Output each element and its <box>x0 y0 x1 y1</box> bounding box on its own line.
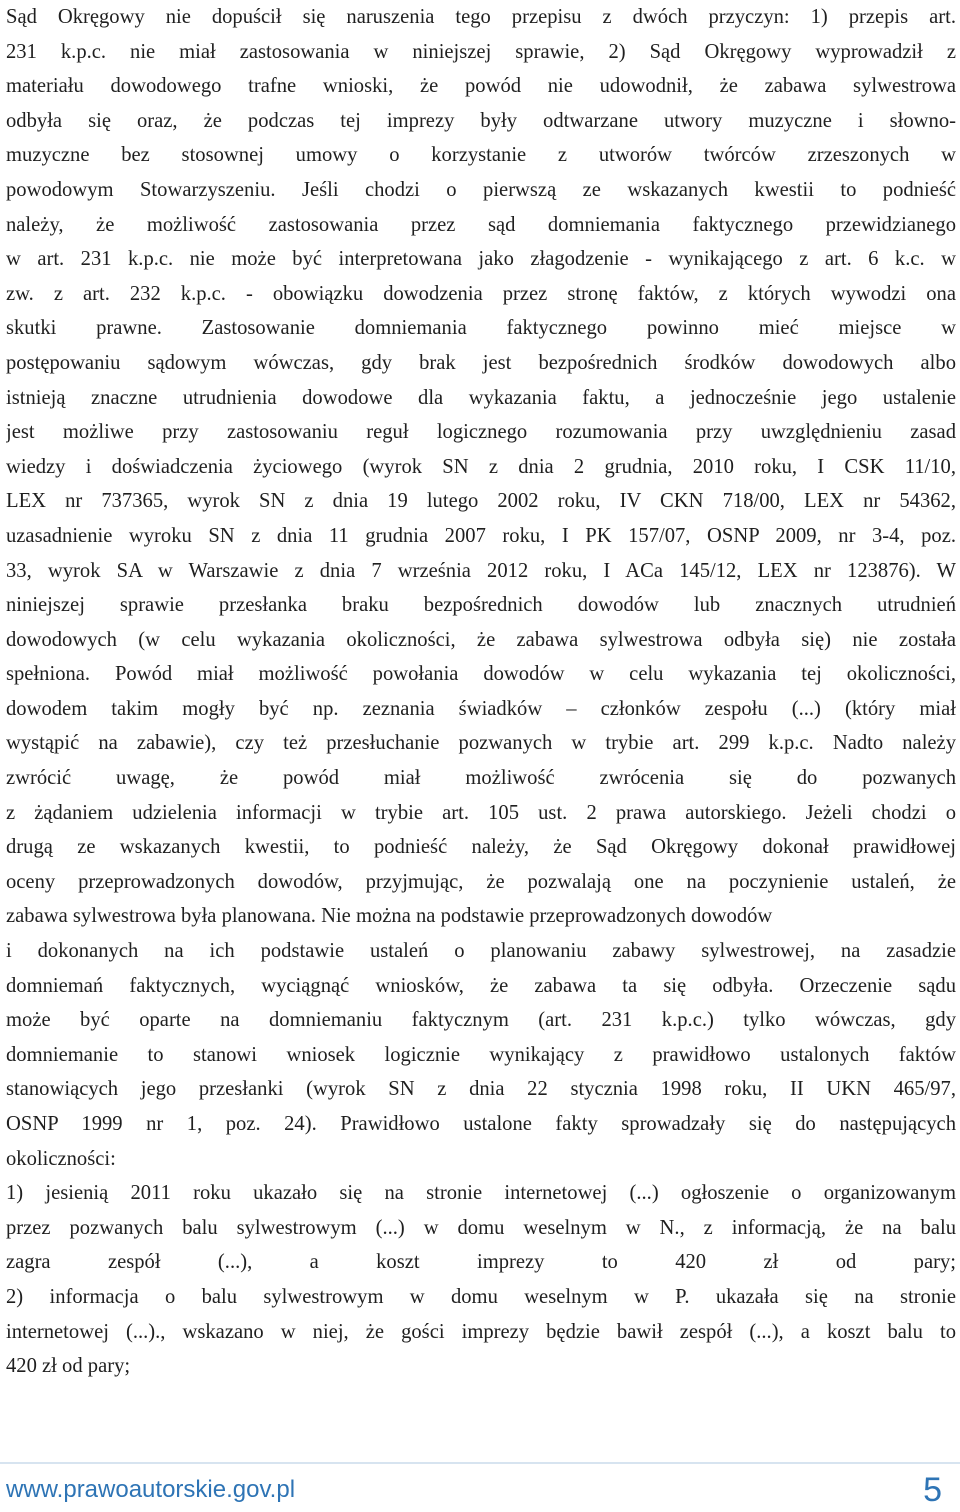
text-line: dowodowych (w celu wykazania okoliczności, że zabawa sylwestrowa odbyła się) nie została <box>6 628 956 651</box>
text-line: stanowiących jego przesłanki (wyrok SN z dnia 22 stycznia 1998 roku, II UKN 465/97, <box>6 1078 956 1101</box>
text-line: może być oparte na domniemaniu faktycznym (art. 231 k.p.c.) tylko wówczas, gdy <box>6 1009 956 1032</box>
text-line: drugą ze wskazanych kwestii, to podnieść należy, że Sąd Okręgowy dokonał prawidłowej <box>6 836 956 859</box>
text-line: w art. 231 k.p.c. nie może być interpretowana jako złagodzenie - wynikającego z art. 6 k.c. w <box>6 248 956 271</box>
text-line: i dokonanych na ich podstawie ustaleń o planowaniu zabawy sylwestrowej, na zasadzie <box>6 940 956 963</box>
text-line: LEX nr 737365, wyrok SN z dnia 19 lutego 2002 roku, IV CKN 718/00, LEX nr 54362, <box>6 490 956 513</box>
text-line: zwrócić uwagę, że powód miał możliwość zwrócenia się do pozwanych <box>6 767 956 790</box>
document-body <box>6 0 956 1384</box>
text-line: domniemanie to stanowi wniosek logicznie wynikający z prawidłowo ustalonych faktów <box>6 1043 956 1066</box>
text-line: materiału dowodowego trafne wnioski, że powód nie udowodnił, że zabawa sylwestrowa <box>6 75 956 98</box>
text-line: należy, że możliwość zastosowania przez sąd domniemania faktycznego przewidzianego <box>6 213 956 236</box>
text-line: istnieją znaczne utrudnienia dowodowe dla wykazania faktu, a jednocześnie jego ustalenie <box>6 386 956 409</box>
page-number: 5 <box>923 1471 942 1509</box>
text-line: muzyczne bez stosownej umowy o korzystanie z utworów twórców zrzeszonych w <box>6 144 956 167</box>
text-line: zagra zespół (...), a koszt imprezy to 420 zł od pary; <box>6 1251 956 1274</box>
text-line: zabawa sylwestrowa była planowana. Nie można na podstawie przeprowadzonych dowodów <box>6 905 773 928</box>
text-line: oceny przeprowadzonych dowodów, przyjmując, że pozwalają one na poczynienie ustaleń, że <box>6 870 956 893</box>
text-line: niniejszej sprawie przesłanka braku bezpośrednich dowodów lub znacznych utrudnień <box>6 594 956 617</box>
text-line: z żądaniem udzielenia informacji w trybie art. 105 ust. 2 prawa autorskiego. Jeżeli chodzi o <box>6 801 956 824</box>
text-line: spełniona. Powód miał możliwość powołania dowodów w celu wykazania tej okoliczności, <box>6 663 956 686</box>
text-line: 2) informacja o balu sylwestrowym w domu weselnym w P. ukazała się na stronie <box>6 1285 956 1308</box>
text-line: postępowaniu sądowym wówczas, gdy brak jest bezpośrednich środków dowodowych albo <box>6 351 956 374</box>
text-line: wiedzy i doświadczenia życiowego (wyrok SN z dnia 2 grudnia, 2010 roku, I CSK 11/10, <box>6 455 956 478</box>
text-line: domniemań faktycznych, wyciągnąć wniosków, że zabawa ta się odbyła. Orzeczenie sądu <box>6 974 956 997</box>
footer-divider <box>0 1462 960 1464</box>
text-line: 231 k.p.c. nie miał zastosowania w niniejszej sprawie, 2) Sąd Okręgowy wyprowadził z <box>6 40 956 63</box>
text-line: powodowym Stowarzyszeniu. Jeśli chodzi o pierwszą ze wskazanych kwestii to podnieść <box>6 178 956 201</box>
text-line: internetowej (...)., wskazano w niej, że gości imprezy będzie bawił zespół (...), a koszt balu to <box>6 1320 956 1343</box>
text-line: OSNP 1999 nr 1, poz. 24). Prawidłowo ustalone fakty sprowadzały się do następujących <box>6 1113 956 1135</box>
text-line: 420 zł od pary; <box>6 1355 131 1378</box>
text-line: dowodem takim mogły być np. zeznania świadków – członków zespołu (...) (który miał <box>6 697 956 720</box>
text-line: zw. z art. 232 k.p.c. - obowiązku dowodzenia przez stronę faktów, z których wywodzi ona <box>6 282 956 305</box>
footer-website-link[interactable]: www.prawoautorskie.gov.pl <box>6 1476 296 1503</box>
text-line: przez pozwanych balu sylwestrowym (...) w domu weselnym w N., z informacją, że na balu <box>6 1216 956 1239</box>
text-line: Sąd Okręgowy nie dopuścił się naruszenia tego przepisu z dwóch przyczyn: 1) przepis art. <box>6 6 956 28</box>
text-line: 1) jesienią 2011 roku ukazało się na stronie internetowej (...) ogłoszenie o organizowanym <box>6 1182 956 1205</box>
text-line: skutki prawne. Zastosowanie domniemania faktycznego powinno mieć miejsce w <box>6 317 956 340</box>
text-line: odbyła się oraz, że podczas tej imprezy były odtwarzane utwory muzyczne i słowno- <box>6 109 956 132</box>
text-line: okoliczności: <box>6 1147 116 1170</box>
text-line: wystąpić na zabawie), czy też przesłuchanie pozwanych w trybie art. 299 k.p.c. Nadto należy <box>6 732 956 755</box>
text-line: 33, wyrok SA w Warszawie z dnia 7 września 2012 roku, I ACa 145/12, LEX nr 123876). W <box>6 559 956 582</box>
text-line: uzasadnienie wyroku SN z dnia 11 grudnia 2007 roku, I PK 157/07, OSNP 2009, nr 3-4, poz. <box>6 524 956 547</box>
text-line: jest możliwe przy zastosowaniu reguł logicznego rozumowania przy uwzględnieniu zasad <box>6 421 956 444</box>
